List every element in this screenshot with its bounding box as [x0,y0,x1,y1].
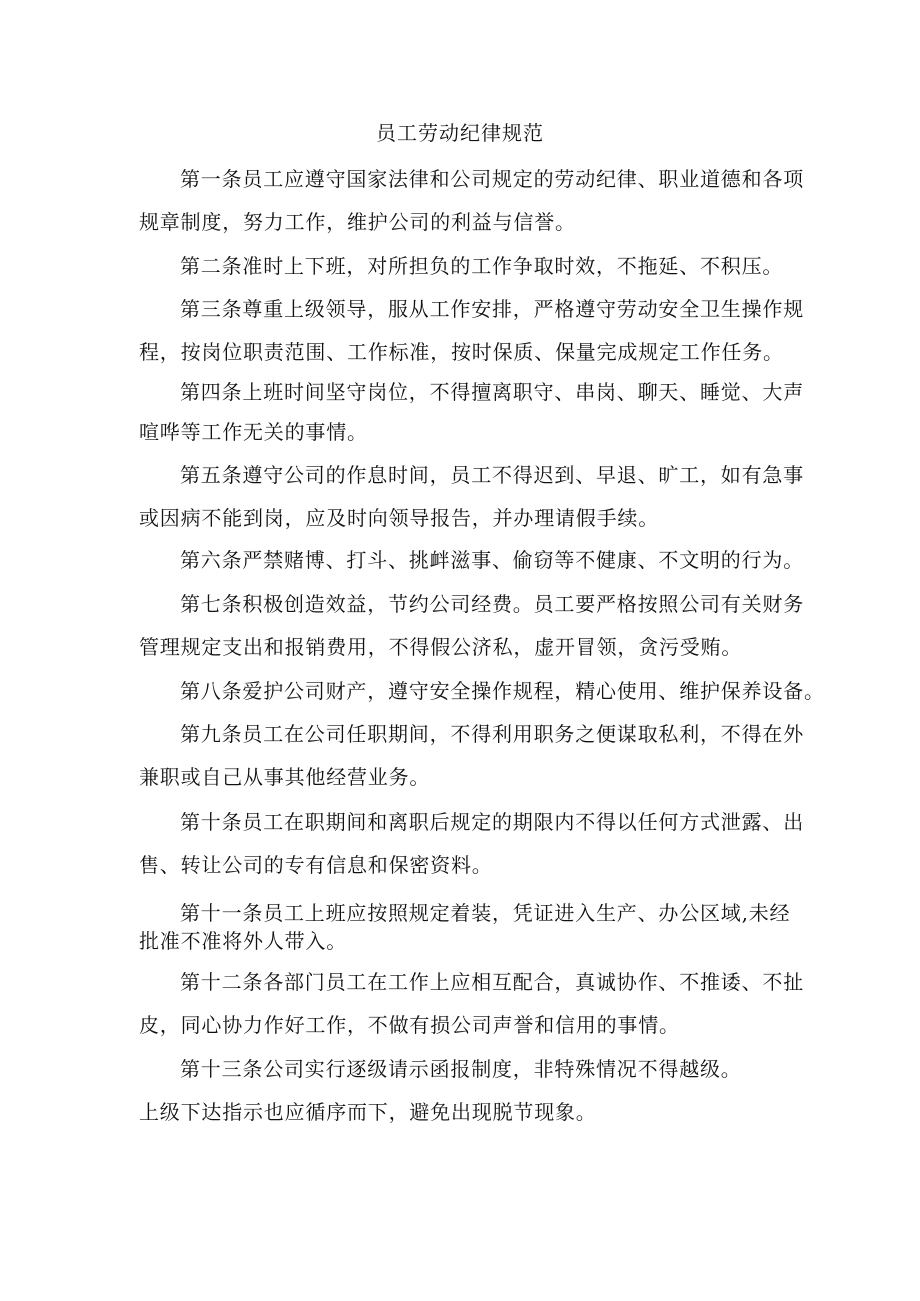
article-13-line-2: 上级下达指示也应循序而下，避免出现脱节现象。 [139,1100,597,1124]
article-5-line-2: 或因病不能到岗，应及时向领导报告，并办理请假手续。 [139,506,659,530]
article-11-line-2: 批准不准将外人带入。 [139,929,347,953]
article-1-line-2: 规章制度，努力工作，维护公司的利益与信誉。 [139,210,576,234]
article-2-line-1: 第二条准时上下班，对所担负的工作争取时效，不拖延、不积压。 [180,254,784,278]
article-4-line-2: 喧哗等工作无关的事情。 [139,420,368,444]
article-12-line-2: 皮，同心协力作好工作，不做有损公司声誉和信用的事情。 [139,1013,680,1037]
article-8-line-1: 第八条爱护公司财产，遵守安全操作规程，精心使用、维护保养设备。 [180,679,825,703]
article-3-line-2: 程，按岗位职责范围、工作标准，按时保质、保量完成规定工作任务。 [139,340,784,364]
article-5-line-1: 第五条遵守公司的作息时间，员工不得迟到、早退、旷工，如有急事 [180,463,804,487]
article-4-line-1: 第四条上班时间坚守岗位，不得擅离职守、串岗、聊天、睡觉、大声 [180,380,804,404]
article-10-line-2: 售、转让公司的专有信息和保密资料。 [139,853,493,877]
article-3-line-1: 第三条尊重上级领导，服从工作安排，严格遵守劳动安全卫生操作规 [180,297,804,321]
article-10-line-1: 第十条员工在职期间和离职后规定的期限内不得以任何方式泄露、出 [180,810,804,834]
document-title: 员工劳动纪律规范 [376,121,544,145]
article-1-line-1: 第一条员工应遵守国家法律和公司规定的劳动纪律、职业道德和各项 [180,167,804,191]
article-7-line-1: 第七条积极创造效益，节约公司经费。员工要严格按照公司有关财务 [180,592,804,616]
article-13-line-1: 第十三条公司实行逐级请示函报制度，非特殊情况不得越级。 [180,1057,742,1081]
article-7-line-2: 管理规定支出和报销费用，不得假公济私，虚开冒领，贪污受贿。 [139,635,743,659]
article-11-line-1: 第十一条员工上班应按照规定着装，凭证进入生产、办公区域,未经 [180,901,791,925]
article-9-line-2: 兼职或自己从事其他经营业务。 [139,765,431,789]
article-6-line-1: 第六条严禁赌博、打斗、挑衅滋事、偷窃等不健康、不文明的行为。 [180,548,804,572]
article-9-line-1: 第九条员工在公司任职期间，不得利用职务之便谋取私利，不得在外 [180,722,804,746]
article-12-line-1: 第十二条各部门员工在工作上应相互配合，真诚协作、不推诿、不扯 [180,970,804,994]
